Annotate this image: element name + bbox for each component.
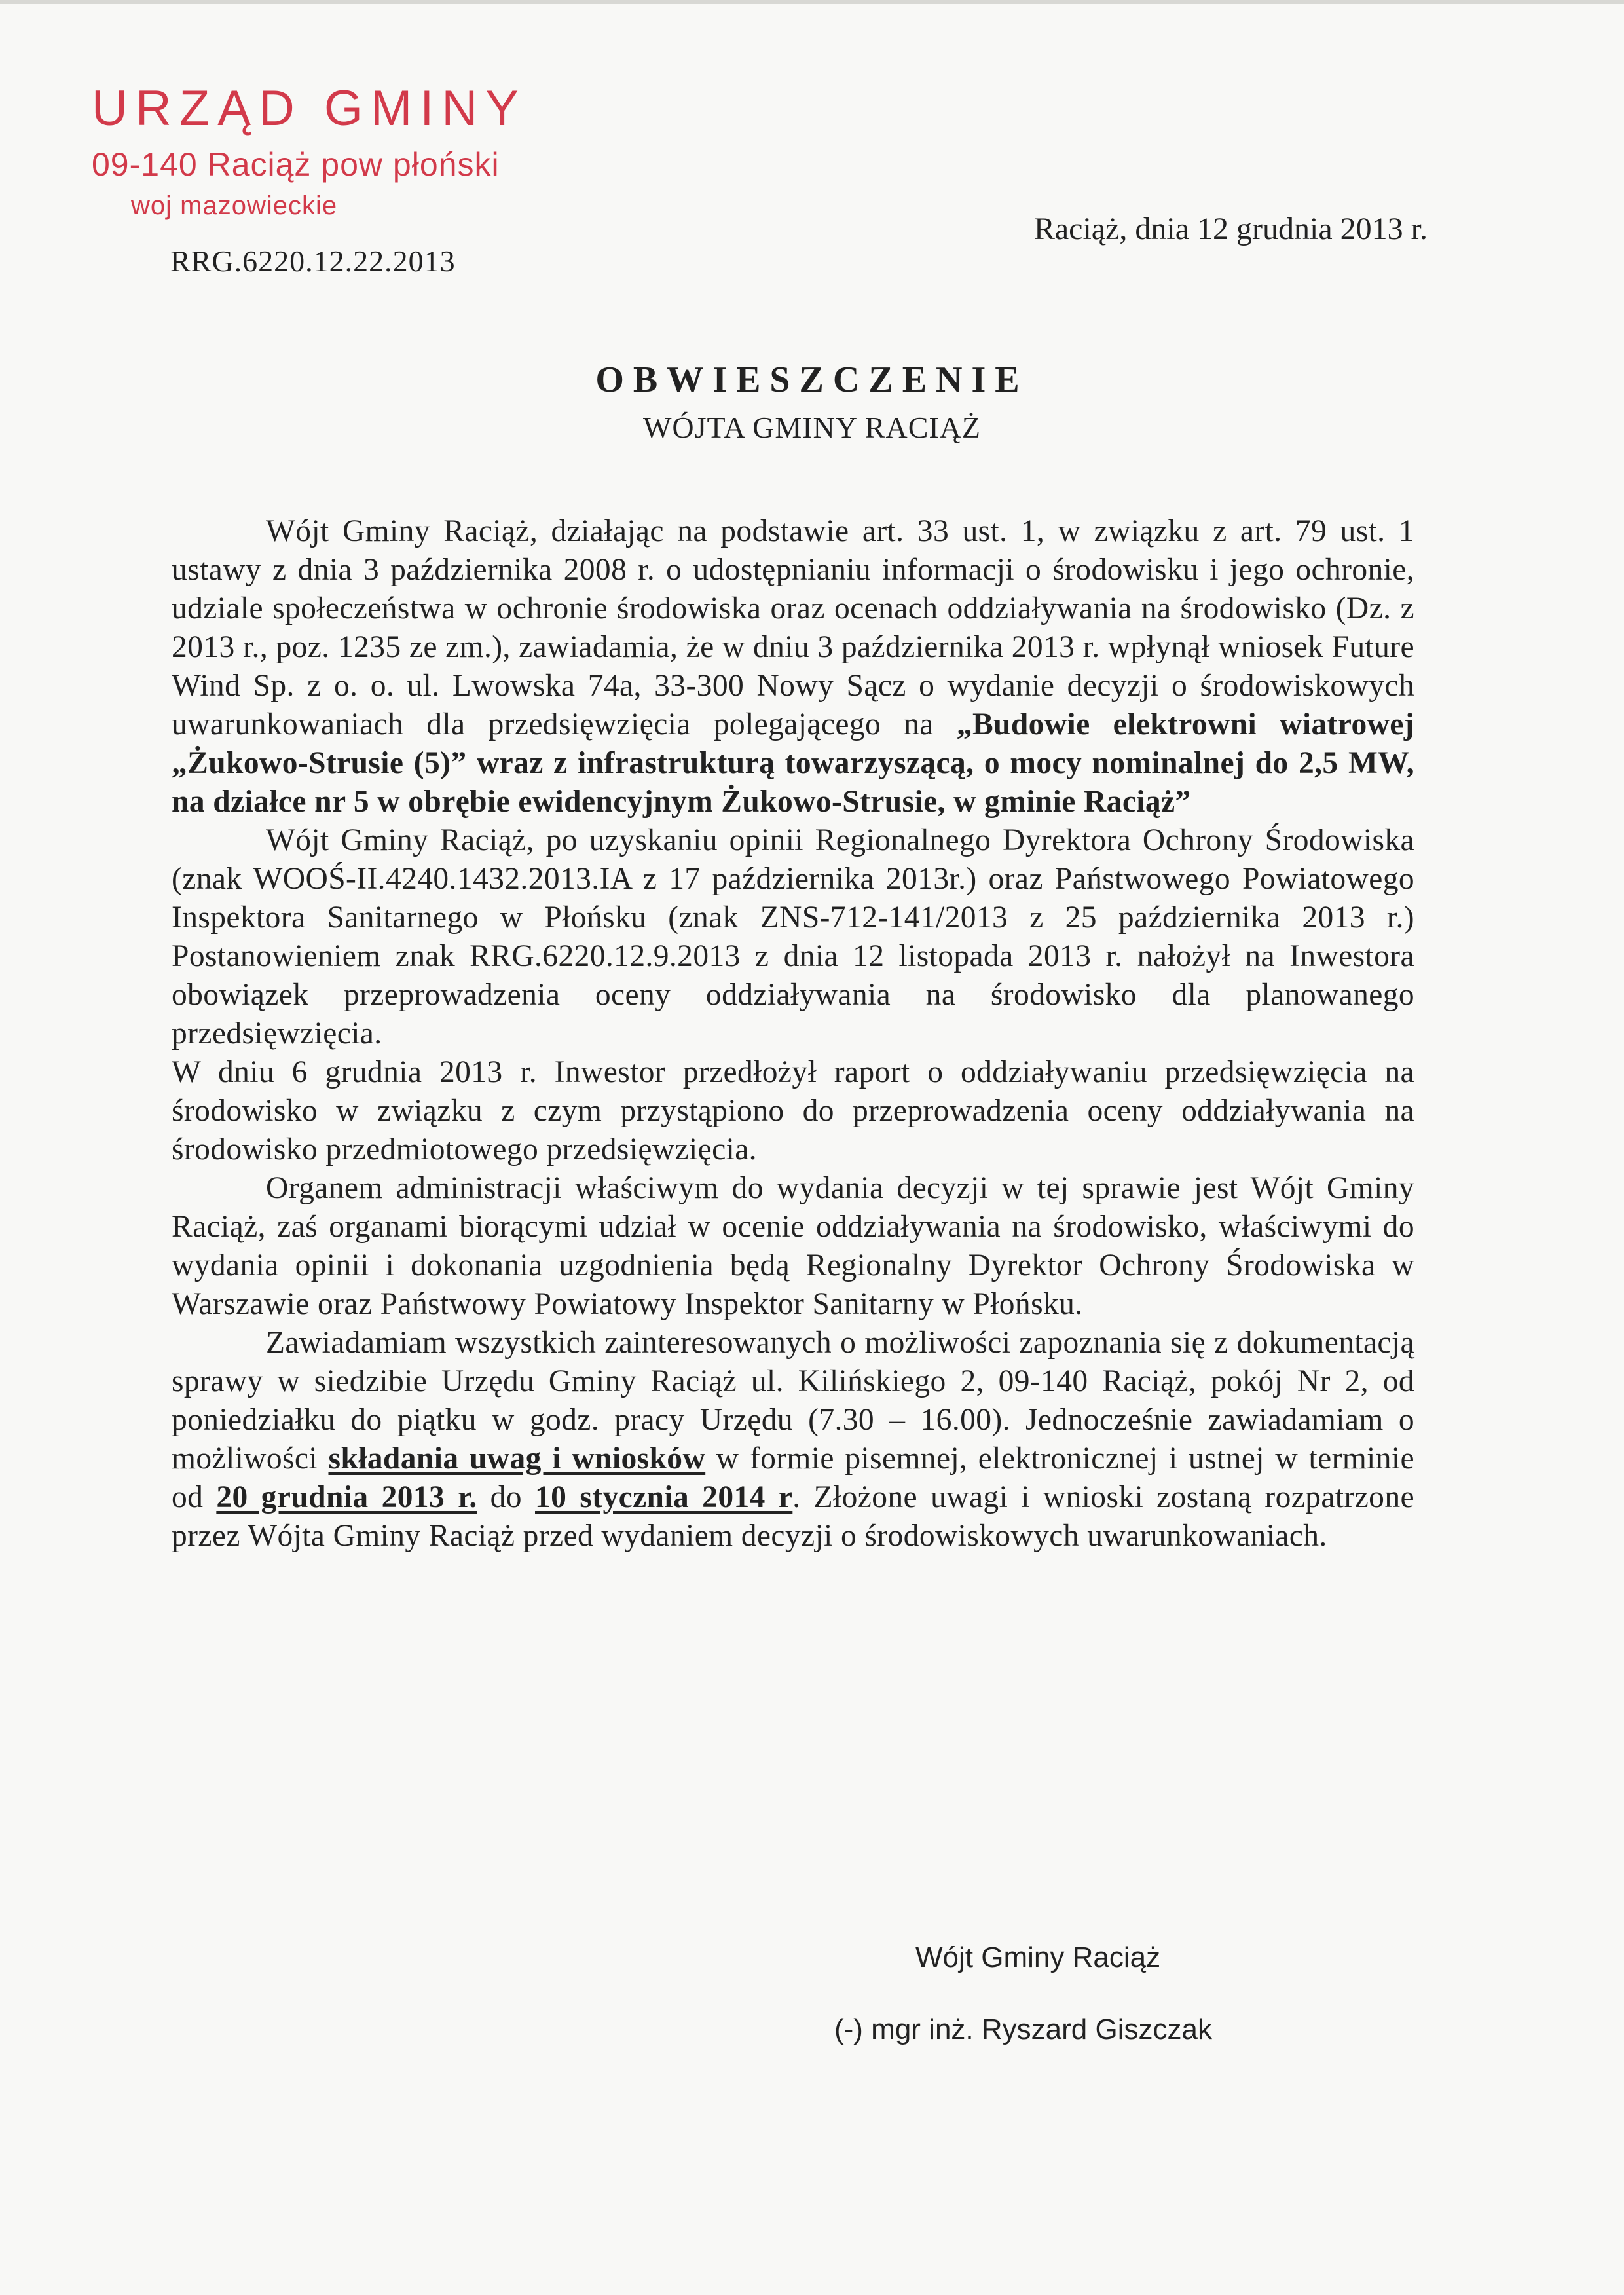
office-stamp xyxy=(92,81,526,220)
place-date: Raciąż, dnia 12 grudnia 2013 r. xyxy=(1033,212,1428,246)
notice-date-to: 10 stycznia 2014 r xyxy=(535,1480,793,1514)
paragraph-notice xyxy=(172,1324,1414,1556)
stamp-line-1: URZĄD GMINY xyxy=(92,81,526,136)
paragraph-report: W dniu 6 grudnia 2013 r. Inwestor przedłożył raport o oddziaływaniu przedsięwzięcia na środowisko w związku z czym przystąpiono do przeprowadzenia oceny oddziaływania na środowisko przedmiotowego przedsięwzięcia. xyxy=(172,1055,1414,1166)
signature-name: (-) mgr inż. Ryszard Giszczak xyxy=(834,2013,1212,2045)
paragraph-application-text: Wójt Gminy Raciąż, działając na podstawie art. 33 ust. 1, w związku z art. 79 ust. 1 ustawy z dnia 3 października 2008 r. o udostępnianiu informacji o środowisku i jego ochronie, udziale społeczeństwa w ochronie środowiska oraz ocenach oddziaływania na środowisko (Dz. z 2013 r., poz. 1235 ze zm.), zawiadamia, że w dniu 3 października 2013 r. wpłynął wniosek Future Wind Sp. z o. o. ul. Lwowska 74a, 33-300 Nowy Sącz o wydanie decyzji o środowiskowych uwarunkowaniach dla przedsięwzięcia polegającego na xyxy=(172,514,1414,741)
document-subtitle: WÓJTA GMINY RACIĄŻ xyxy=(642,411,982,444)
notice-highlight-comments: składania uwag i wniosków xyxy=(328,1442,706,1476)
paragraph-application xyxy=(172,512,1414,821)
notice-text-4: . Złożone uwagi i wnioski zostaną rozpatrzone przez Wójta Gminy Raciąż przed wydaniem decyzji o środowiskowych uwarunkowaniach. xyxy=(172,1480,1414,1553)
notice-text-2: w formie pisemnej, elektronicznej i ustnej w terminie od xyxy=(172,1442,1414,1514)
document-title: OBWIESZCZENIE xyxy=(595,360,1029,400)
project-name: „Budowie elektrowni wiatrowej „Żukowo-Strusie (5)” wraz z infrastrukturą towarzyszącą, o mocy nominalnej do 2,5 MW, na działce nr 5 w obrębie ewidencyjnym Żukowo-Strusie, w gminie Raciąż” xyxy=(172,707,1414,819)
notice-date-from: 20 grudnia 2013 r. xyxy=(216,1480,477,1514)
scan-edge xyxy=(0,0,1624,4)
stamp-line-3: woj mazowieckie xyxy=(131,191,338,220)
notice-text-1: Zawiadamiam wszystkich zainteresowanych o możliwości zapoznania się z dokumentacją sprawy w siedzibie Urzędu Gminy Raciąż ul. Kilińskiego 2, 09-140 Raciąż, pokój Nr 2, od poniedziałku do piątku w godz. pracy Urzędu (7.30 – 16.00). Jednocześnie zawiadamiam o możliwości xyxy=(172,1326,1414,1476)
stamp-line-2: 09-140 Raciąż pow płoński xyxy=(92,146,500,183)
document-body xyxy=(172,512,1414,1556)
notice-text-3: do xyxy=(477,1480,535,1514)
signature-title: Wójt Gminy Raciąż xyxy=(915,1941,1161,1973)
reference-number: RRG.6220.12.22.2013 xyxy=(170,244,456,278)
paragraph-authority: Organem administracji właściwym do wydania decyzji w tej sprawie jest Wójt Gminy Raciąż, zaś organami biorącymi udział w ocenie oddziaływania na środowisko, właściwymi do wydania opinii i dokonania uzgodnienia będą Regionalny Dyrektor Ochrony Środowiska w Warszawie oraz Państwowy Powiatowy Inspektor Sanitarny w Płońsku. xyxy=(172,1171,1414,1321)
paragraph-opinions: Wójt Gminy Raciąż, po uzyskaniu opinii Regionalnego Dyrektora Ochrony Środowiska (znak WOOŚ-II.4240.1432.2013.IA z 17 października 2013r.) oraz Państwowego Powiatowego Inspektora Sanitarnego w Płońsku (znak ZNS-712-141/2013 z 25 października 2013 r.) Postanowieniem znak RRG.6220.12.9.2013 z dnia 12 listopada 2013 r. nałożył na Inwestora obowiązek przeprowadzenia oceny oddziaływania na środowisko dla planowanego przedsięwzięcia. xyxy=(172,823,1414,1051)
